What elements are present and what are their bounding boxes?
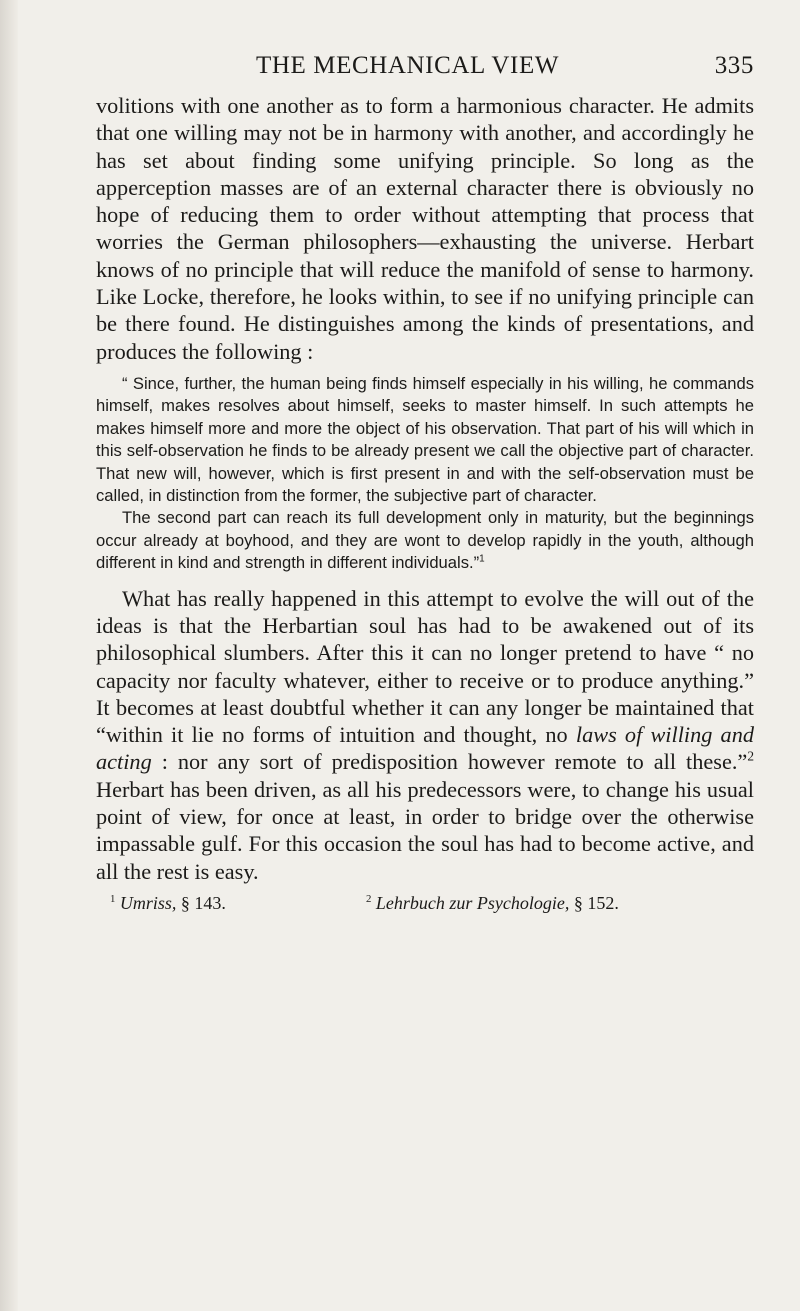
footnotes [96,893,754,919]
footnote-1-title: Umriss, [119,892,177,913]
footnote-2-mark: 2 [366,892,372,905]
footnote-2 [366,893,619,914]
running-title: THE MECHANICAL VIEW [256,52,560,79]
footnote-2-ref: § 152. [573,892,619,913]
footnote-2-title: Lehrbuch zur Psychologie, [375,892,570,913]
page-number: 335 [714,52,754,79]
block-quote [96,373,754,575]
quote-part-2-text: The second part can reach its full development only in maturity, but the beginnings occur already at boyhood, and they are wont to develop rapidly in the youth, although different in kind and strength in different individuals.” [96,508,754,573]
footnote-ref-1: 1 [479,553,485,565]
footnote-ref-2: 2 [747,748,754,764]
paragraph-2-end: Herbart has been driven, as all his predecessors were, to change his usual point of view, for once at least, in order to bridge over the otherwise impassable gulf. For this occasion the soul has had to become active, and all the rest is easy. [96,776,754,884]
page-gutter-shadow [0,0,18,1311]
footnote-1-ref: § 143. [180,892,226,913]
italic-phrase: laws of willing and acting [96,722,754,775]
paragraph-2-middle: : nor any sort of predisposition however remote to all these.” [161,749,748,775]
paragraph-2-start: What has really happened in this attempt to evolve the will out of the ideas is that the Herbartian soul has had to be awakened out of its philosophical slumbers. After this it can no longer pretend to have “ no capacity nor faculty whatever, either to receive or to produce anything.” It becomes at least doubtful whether it can any longer be maintained that “within it lie no forms of intuition and thought, no [96,585,754,748]
quote-part-2 [96,507,754,574]
footnote-1-mark: 1 [110,892,116,905]
footnote-1 [110,893,226,914]
quote-part-1: “ Since, further, the human being finds himself especially in his willing, he commands himself, makes resolves about himself, seeks to master himself. In such attempts he makes himself more and more the object of his observation. That part of his will which in this self-observation he finds to be already present we call the objective part of character. That new will, however, which is first present in and with the self-observation must be called, in distinction from the former, the subjective part of character. [96,373,754,505]
running-header [96,52,754,92]
paragraph-2 [96,585,754,885]
paragraph-1: volitions with one another as to form a harmonious character. He admits that one willing may not be in harmony with another, and accordingly he has set about finding some unifying principle. So long as the apperception masses are of an external character there is obviously no hope of reducing them to order without attempting that process that worries the German philosophers—exhausting the universe. Herbart knows of no principle that will reduce the manifold of sense to harmony. Like Locke, therefore, he looks within, to see if no unifying principle can be there found. He distinguishes among the kinds of presentations, and produces the following : [96,93,754,364]
